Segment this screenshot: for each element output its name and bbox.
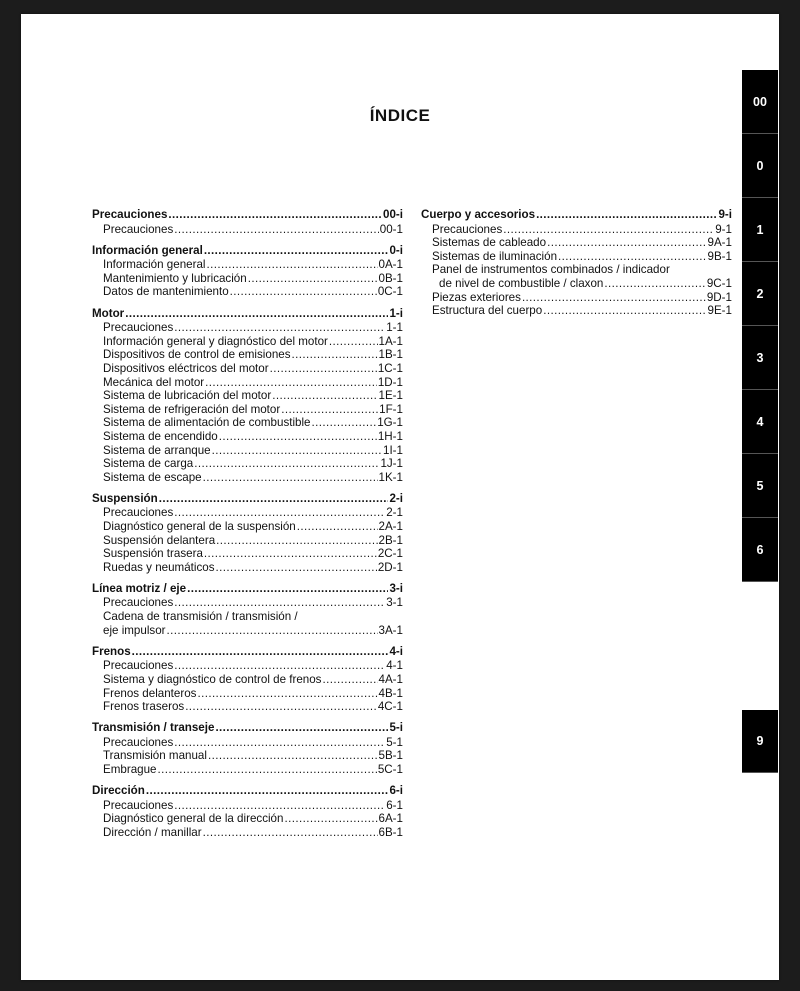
toc-entry[interactable] <box>421 263 732 277</box>
dot-leader <box>281 403 378 417</box>
toc-entry-label: Sistema de escape <box>103 470 202 484</box>
toc-section <box>92 645 403 714</box>
toc-entry-page: 6-1 <box>386 798 403 812</box>
toc-entry-label: Precauciones <box>103 506 174 520</box>
toc-entry-label: Dirección / manillar <box>103 825 202 839</box>
toc-entry-page: 1D-1 <box>377 375 403 389</box>
toc-entry[interactable] <box>92 534 403 548</box>
section-tab[interactable]: 3 <box>742 326 778 390</box>
toc-entry-page: 00-i <box>383 208 403 221</box>
dot-leader <box>272 389 377 403</box>
section-tab[interactable]: 2 <box>742 262 778 326</box>
dot-leader <box>187 582 388 596</box>
toc-entry[interactable] <box>92 812 403 826</box>
toc-entry[interactable] <box>92 321 403 335</box>
dot-leader <box>159 492 389 506</box>
toc-section-heading[interactable] <box>92 784 403 798</box>
toc-section <box>92 721 403 776</box>
toc-entry-page: 1B-1 <box>378 348 403 362</box>
toc-entry-page: 6B-1 <box>378 825 403 839</box>
toc-section-heading[interactable] <box>92 582 403 596</box>
toc-entry[interactable] <box>421 304 732 318</box>
toc-entry[interactable] <box>92 272 403 286</box>
dot-leader <box>230 285 377 299</box>
dot-leader <box>168 208 382 222</box>
toc-entry-label: eje impulsor <box>103 623 166 637</box>
toc-entry-page: 4C-1 <box>377 700 403 714</box>
dot-leader <box>558 250 706 264</box>
toc-entry[interactable] <box>92 258 403 272</box>
dot-leader <box>329 335 378 349</box>
dot-leader <box>206 258 377 272</box>
section-tab[interactable]: 00 <box>742 70 778 134</box>
toc-entry-label: Precauciones <box>92 208 168 221</box>
dot-leader <box>146 784 389 798</box>
toc-entry[interactable] <box>92 610 403 624</box>
toc-entry-page: 0-i <box>389 243 403 257</box>
toc-entry-page: 4-1 <box>386 659 403 673</box>
toc-entry-label: Diagnóstico general de la suspensión <box>103 519 296 533</box>
toc-entry-label: Motor <box>92 306 125 320</box>
toc-entry[interactable] <box>92 403 403 417</box>
toc-entry[interactable] <box>92 659 403 673</box>
dot-leader <box>204 244 389 258</box>
toc-entry-page: 9E-1 <box>707 304 732 318</box>
section-tab[interactable]: 5 <box>742 454 778 518</box>
toc-entry-label: Sistema de arranque <box>103 443 211 457</box>
toc-section <box>421 208 732 318</box>
dot-leader <box>219 430 377 444</box>
toc-entry[interactable] <box>421 291 732 305</box>
dot-leader <box>158 763 377 777</box>
dot-leader <box>322 673 377 687</box>
dot-leader <box>174 659 385 673</box>
toc-entry[interactable] <box>92 362 403 376</box>
dot-leader <box>248 272 378 286</box>
section-tab[interactable]: 1 <box>742 198 778 262</box>
toc-section-heading[interactable] <box>92 307 403 321</box>
toc-entry-page: 3-i <box>389 581 403 595</box>
toc-entry-page: 5-i <box>389 721 403 735</box>
toc-section <box>92 244 403 299</box>
toc-section-heading[interactable] <box>92 492 403 506</box>
toc-entry[interactable] <box>92 700 403 714</box>
toc-entry-label: Mantenimiento y lubricación <box>103 271 247 285</box>
toc-entry[interactable] <box>92 335 403 349</box>
toc-entry-page: 4B-1 <box>378 686 403 700</box>
toc-section <box>92 208 403 236</box>
dot-leader <box>503 223 714 237</box>
toc-entry-label: Cadena de transmisión / transmisión / <box>103 610 298 624</box>
dot-leader <box>167 624 378 638</box>
toc-entry-page: 1J-1 <box>380 457 403 471</box>
toc-entry-page: 2D-1 <box>377 560 403 574</box>
toc-entry[interactable] <box>92 826 403 840</box>
toc-entry-page: 4A-1 <box>378 672 403 686</box>
toc-entry-page: 1C-1 <box>377 361 403 375</box>
toc-entry-page: 0B-1 <box>378 271 403 285</box>
toc-section <box>92 492 403 575</box>
toc-right-column <box>421 208 732 325</box>
toc-entry-label: Embrague <box>103 762 157 776</box>
dot-leader <box>547 236 706 250</box>
toc-entry-label: Transmisión manual <box>103 749 207 763</box>
dot-leader <box>174 506 385 520</box>
dot-leader <box>270 362 377 376</box>
toc-entry-page: 2B-1 <box>378 533 403 547</box>
toc-entry[interactable] <box>92 520 403 534</box>
toc-entry[interactable] <box>92 285 403 299</box>
page-title: ÍNDICE <box>369 106 431 125</box>
toc-entry-label: Información general y diagnóstico del motor <box>103 334 328 348</box>
toc-entry[interactable] <box>92 749 403 763</box>
toc-entry-label: Sistema de carga <box>103 457 194 471</box>
toc-section-heading[interactable] <box>92 645 403 659</box>
toc-entry-page: 9A-1 <box>707 236 732 250</box>
toc-entry-label: Información general <box>92 243 203 257</box>
toc-entry-label: Precauciones <box>103 735 174 749</box>
toc-entry-page: 4-i <box>389 644 403 658</box>
toc-entry-page: 1A-1 <box>378 334 403 348</box>
toc-entry[interactable] <box>421 236 732 250</box>
toc-entry-label: Transmisión / transeje <box>92 721 215 735</box>
toc-entry[interactable] <box>92 736 403 750</box>
toc-entry-label: Dispositivos de control de emisiones <box>103 348 291 362</box>
toc-entry[interactable] <box>92 799 403 813</box>
toc-entry-page: 2-i <box>389 491 403 505</box>
dot-leader <box>216 534 377 548</box>
dot-leader <box>215 721 388 735</box>
dot-leader <box>312 416 377 430</box>
toc-section <box>92 784 403 839</box>
toc-entry-label: Frenos delanteros <box>103 686 197 700</box>
toc-entry-continued[interactable] <box>92 624 403 638</box>
toc-entry[interactable] <box>421 223 732 237</box>
dot-leader <box>604 277 706 291</box>
toc-entry-label: Suspensión delantera <box>103 533 216 547</box>
toc-entry-label: Información general <box>103 258 206 272</box>
toc-entry-page: 5-1 <box>386 735 403 749</box>
toc-entry-label: Estructura del cuerpo <box>432 304 543 318</box>
toc-entry-page: 9C-1 <box>706 276 732 290</box>
toc-entry[interactable] <box>92 416 403 430</box>
toc-entry-label: Sistema de lubricación del motor <box>103 389 272 403</box>
toc-entry-page: 2-1 <box>386 506 403 520</box>
toc-left-column <box>92 208 403 847</box>
toc-entry-label: Dirección <box>92 784 145 798</box>
dot-leader <box>174 799 385 813</box>
toc-entry[interactable] <box>92 506 403 520</box>
dot-leader <box>203 471 378 485</box>
toc-entry-page: 5B-1 <box>378 749 403 763</box>
dot-leader <box>522 291 706 305</box>
toc-entry-page: 9-1 <box>715 222 732 236</box>
toc-entry[interactable] <box>92 376 403 390</box>
section-tab[interactable]: 4 <box>742 390 778 454</box>
section-tab[interactable]: 6 <box>742 518 778 582</box>
toc-section <box>92 582 403 637</box>
toc-entry-label: Suspensión trasera <box>103 547 203 561</box>
toc-entry-label: Panel de instrumentos combinados / indicador <box>432 263 670 277</box>
toc-entry[interactable] <box>92 223 403 237</box>
toc-entry[interactable] <box>92 596 403 610</box>
dot-leader <box>197 687 377 701</box>
toc-entry-page: 5C-1 <box>377 762 403 776</box>
toc-entry-label: Precauciones <box>103 321 174 335</box>
dot-leader <box>543 304 706 318</box>
dot-leader <box>292 348 378 362</box>
dot-leader <box>284 812 377 826</box>
toc-section-heading[interactable] <box>92 208 403 222</box>
toc-entry[interactable] <box>92 457 403 471</box>
toc-entry-page: 9D-1 <box>706 290 732 304</box>
dot-leader <box>185 700 377 714</box>
toc-entry[interactable] <box>421 250 732 264</box>
toc-entry-label: Sistema de refrigeración del motor <box>103 402 281 416</box>
toc-entry[interactable] <box>92 687 403 701</box>
dot-leader <box>204 547 377 561</box>
toc-entry-page: 0A-1 <box>378 258 403 272</box>
toc-entry-label: Suspensión <box>92 491 158 505</box>
dot-leader <box>536 208 717 222</box>
toc-entry[interactable] <box>92 389 403 403</box>
dot-leader <box>174 223 379 237</box>
toc-entry-label: Mecánica del motor <box>103 375 205 389</box>
toc-entry-page: 6A-1 <box>378 812 403 826</box>
section-tab[interactable]: 9 <box>742 710 778 773</box>
dot-leader <box>208 749 378 763</box>
toc-entry-label: Piezas exteriores <box>432 290 521 304</box>
dot-leader <box>216 561 377 575</box>
toc-entry[interactable] <box>92 444 403 458</box>
toc-entry-label: de nivel de combustible / claxon <box>439 276 604 290</box>
toc-section <box>92 307 403 485</box>
document-page <box>21 14 779 980</box>
toc-entry-label: Línea motriz / eje <box>92 581 187 595</box>
toc-entry-label: Cuerpo y accesorios <box>421 208 536 221</box>
toc-entry-page: 3A-1 <box>378 623 403 637</box>
toc-entry-label: Ruedas y neumáticos <box>103 560 215 574</box>
toc-entry-page: 0C-1 <box>377 285 403 299</box>
toc-entry-page: 1F-1 <box>379 402 403 416</box>
toc-entry-label: Precauciones <box>103 659 174 673</box>
dot-leader <box>203 826 378 840</box>
toc-entry-page: 1-i <box>389 306 403 320</box>
toc-entry-label: Sistemas de iluminación <box>432 249 558 263</box>
toc-entry-page: 1I-1 <box>383 443 403 457</box>
toc-entry-label: Sistemas de cableado <box>432 236 547 250</box>
toc-entry-page: 1E-1 <box>378 389 403 403</box>
dot-leader <box>174 321 385 335</box>
toc-entry-continued[interactable] <box>421 277 732 291</box>
dot-leader <box>212 444 382 458</box>
toc-entry[interactable] <box>92 471 403 485</box>
dot-leader <box>174 736 385 750</box>
dot-leader <box>205 376 377 390</box>
toc-entry-page: 1H-1 <box>377 429 403 443</box>
toc-entry[interactable] <box>92 547 403 561</box>
toc-entry-page: 1K-1 <box>378 470 403 484</box>
toc-entry-page: 00-1 <box>379 222 403 236</box>
toc-entry[interactable] <box>92 763 403 777</box>
toc-entry-label: Frenos <box>92 644 131 658</box>
toc-entry-label: Sistema de alimentación de combustible <box>103 416 311 430</box>
toc-entry-label: Diagnóstico general de la dirección <box>103 812 284 826</box>
toc-entry-label: Precauciones <box>103 798 174 812</box>
toc-entry-page: 9B-1 <box>707 249 732 263</box>
toc-entry-label: Sistema de encendido <box>103 429 218 443</box>
toc-entry-label: Precauciones <box>432 222 503 236</box>
toc-entry[interactable] <box>92 348 403 362</box>
dot-leader <box>132 645 389 659</box>
toc-entry-label: Precauciones <box>103 596 174 610</box>
toc-entry-label: Frenos traseros <box>103 700 185 714</box>
toc-entry-page: 6-i <box>389 784 403 798</box>
toc-entry-page: 9-i <box>718 208 732 221</box>
toc-entry-page: 1-1 <box>386 321 403 335</box>
toc-entry-page: 2C-1 <box>377 547 403 561</box>
toc-entry-label: Dispositivos eléctricos del motor <box>103 361 269 375</box>
section-tab[interactable]: 0 <box>742 134 778 198</box>
dot-leader <box>297 520 378 534</box>
toc-entry[interactable] <box>92 673 403 687</box>
toc-entry-page: 3-1 <box>386 596 403 610</box>
toc-entry[interactable] <box>92 561 403 575</box>
toc-entry-label: Datos de mantenimiento <box>103 285 229 299</box>
toc-entry-page: 1G-1 <box>377 416 403 430</box>
toc-entry-label: Sistema y diagnóstico de control de frenos <box>103 672 322 686</box>
section-tabs <box>742 0 778 991</box>
dot-leader <box>125 307 388 321</box>
toc-entry-label: Precauciones <box>103 222 174 236</box>
dot-leader <box>174 596 385 610</box>
toc-entry-page: 2A-1 <box>378 519 403 533</box>
toc-section-heading[interactable] <box>92 244 403 258</box>
dot-leader <box>194 457 379 471</box>
toc-entry[interactable] <box>92 430 403 444</box>
toc-section-heading[interactable] <box>421 208 732 222</box>
toc-section-heading[interactable] <box>92 721 403 735</box>
